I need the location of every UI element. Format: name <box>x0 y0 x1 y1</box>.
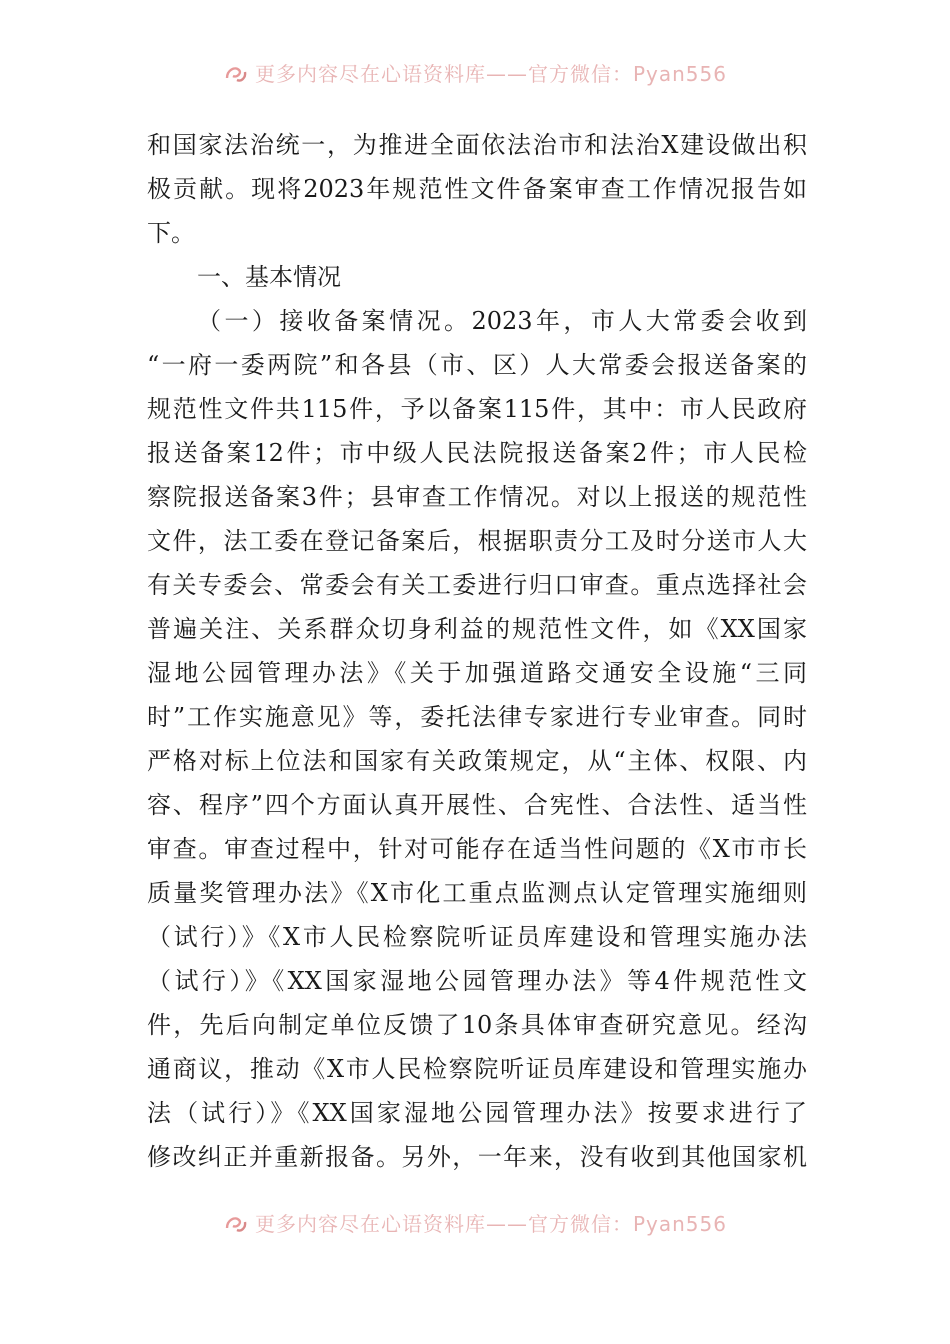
text-line: 察院报送备案3件；县审查工作情况。对以上报送的规范性 <box>147 483 807 511</box>
text-line: 普遍关注、关系群众切身利益的规范性文件，如《XX国家 <box>147 615 807 643</box>
filing-paragraph <box>147 299 807 1179</box>
text-line: 湿地公园管理办法》《关于加强道路交通安全设施“三同 <box>147 659 807 687</box>
text-line: 文件，法工委在登记备案后，根据职责分工及时分送市人大 <box>147 527 807 555</box>
text-line: （试行）》《X市人民检察院听证员库建设和管理实施办法 <box>147 923 807 951</box>
section-heading: 一、基本情况 <box>197 263 341 291</box>
text-line: 规范性文件共115件，予以备案115件，其中：市人民政府 <box>147 395 807 423</box>
text-line: “一府一委两院”和各县（市、区）人大常委会报送备案的 <box>147 351 807 379</box>
text-line: 通商议，推动《X市人民检察院听证员库建设和管理实施办 <box>147 1055 807 1083</box>
text-line: （试行）》《XX国家湿地公园管理办法》等4件规范性文 <box>147 967 807 995</box>
text-line: 修改纠正并重新报备。另外，一年来，没有收到其他国家机 <box>147 1143 807 1171</box>
watermark-text: 更多内容尽在心语资料库——官方微信：Pyan556 <box>254 1212 727 1236</box>
text-line: 报送备案12件；市中级人民法院报送备案2件；市人民检 <box>147 439 807 467</box>
watermark-logo-icon <box>223 60 249 86</box>
text-line: 法（试行）》《XX国家湿地公园管理办法》按要求进行了 <box>147 1099 807 1127</box>
text-line: 容、程序”四个方面认真开展性、合宪性、合法性、适当性 <box>147 791 807 819</box>
text-line: （一）接收备案情况。2023年，市人大常委会收到 <box>197 307 807 335</box>
intro-paragraph <box>147 123 807 255</box>
watermark-text: 更多内容尽在心语资料库——官方微信：Pyan556 <box>254 62 727 86</box>
text-line: 件，先后向制定单位反馈了10条具体审查研究意见。经沟 <box>147 1011 807 1039</box>
text-line: 审查。审查过程中，针对可能存在适当性问题的《X市市长 <box>147 835 807 863</box>
document-body <box>147 123 807 1179</box>
header-watermark <box>0 58 950 87</box>
footer-watermark <box>0 1208 950 1237</box>
text-line: 有关专委会、常委会有关工委进行归口审查。重点选择社会 <box>147 571 807 599</box>
text-line: 严格对标上位法和国家有关政策规定，从“主体、权限、内 <box>147 747 807 775</box>
text-line: 极贡献。现将2023年规范性文件备案审查工作情况报告如 <box>147 175 807 203</box>
watermark-logo-icon <box>223 1210 249 1236</box>
text-line: 质量奖管理办法》《X市化工重点监测点认定管理实施细则 <box>147 879 807 907</box>
text-line: 和国家法治统一，为推进全面依法治市和法治X建设做出积 <box>147 131 807 159</box>
text-line: 时”工作实施意见》等，委托法律专家进行专业审查。同时 <box>147 703 807 731</box>
text-line: 下。 <box>147 219 195 247</box>
